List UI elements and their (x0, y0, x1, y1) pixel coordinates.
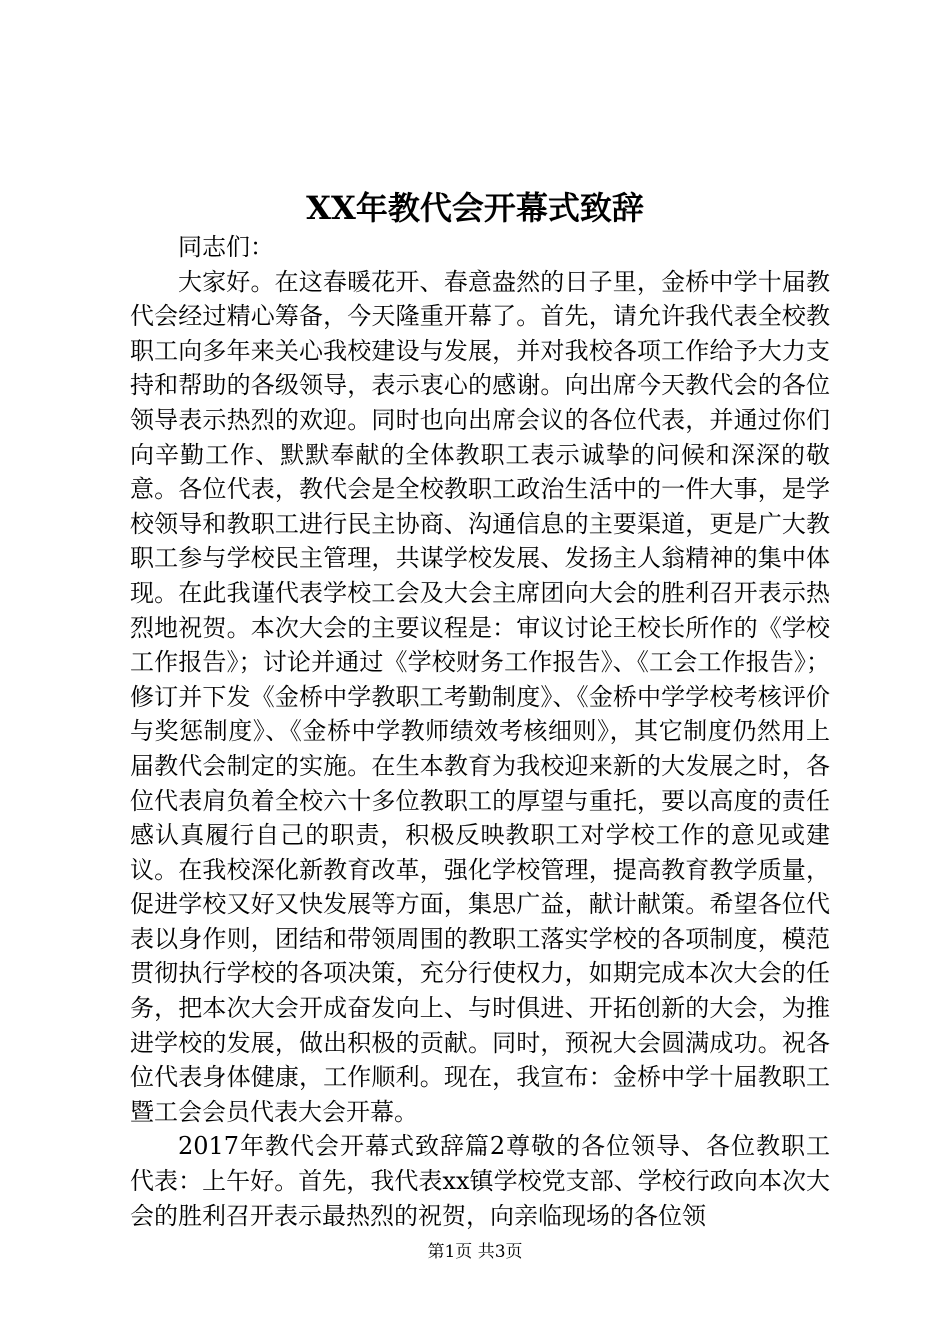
document-body (130, 230, 830, 1233)
document-title: XX年教代会开幕式致辞 (306, 189, 644, 227)
page-footer: 第1页 共3页 (427, 1242, 523, 1262)
body-paragraph-2: 2017年教代会开幕式致辞篇2尊敬的各位领导、各位教职工代表：上午好。首先，我代表xx镇学校党支部、学校行政向本次大会的胜利召开表示最热烈的祝贺，向亲临现场的各位领 (130, 1132, 830, 1230)
salutation: 同志们： (178, 233, 274, 261)
body-paragraph-1: 大家好。在这春暖花开、春意盎然的日子里，金桥中学十届教代会经过精心筹备，今天隆重开幕了。首先，请允许我代表全校教职工向多年来关心我校建设与发展，并对我校各项工作给予大力支持和帮助的各级领导，表示衷心的感谢。向出席今天教代会的各位领导表示热烈的欢迎。同时也向出席会议的各位代表，并通过你们向辛勤工作、默默奉献的全体教职工表示诚挚的问候和深深的敬意。各位代表，教代会是全校教职工政治生活中的一件大事，是学校领导和教职工进行民主协商、沟通信息的主要渠道，更是广大教职工参与学校民主管理，共谋学校发展、发扬主人翁精神的集中体现。在此我谨代表学校工会及大会主席团向大会的胜利召开表示热烈地祝贺。本次大会的主要议程是：审议讨论王校长所作的《学校工作报告》；讨论并通过《学校财务工作报告》、《工会工作报告》；修订并下发《金桥中学教职工考勤制度》、《金桥中学学校考核评价与奖惩制度》、《金桥中学教师绩效考核细则》，其它制度仍然用上届教代会制定的实施。在生本教育为我校迎来新的大发展之时，各位代表肩负着全校六十多位教职工的厚望与重托，要以高度的责任感认真履行自己的职责，积极反映教职工对学校工作的意见或建议。在我校深化新教育改革，强化学校管理，提高教育教学质量，促进学校又好又快发展等方面，集思广益，献计献策。希望各位代表以身作则，团结和带领周围的教职工落实学校的各项制度，模范贯彻执行学校的各项决策，充分行使权力，如期完成本次大会的任务，把本次大会开成奋发向上、与时俱进、开拓创新的大会，为推进学校的发展，做出积极的贡献。同时，预祝大会圆满成功。祝各位代表身体健康，工作顺利。现在，我宣布：金桥中学十届教职工暨工会会员代表大会开幕。 (130, 267, 830, 1126)
